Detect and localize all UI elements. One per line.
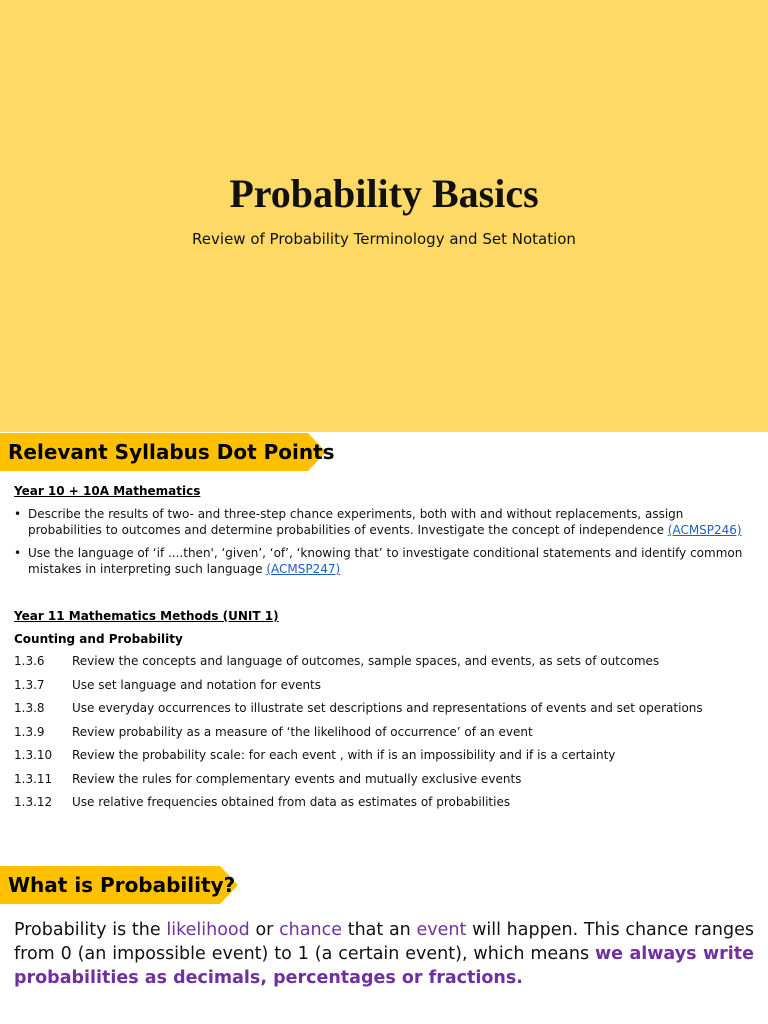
- list-item: [14, 545, 759, 577]
- item-description: Review the probability scale: for each event , with if is an impossibility and if is a certainty: [72, 748, 616, 762]
- item-description: Use everyday occurrences to illustrate set descriptions and representations of events and set operations: [72, 701, 703, 715]
- list-item: [14, 725, 759, 749]
- list-item: [14, 678, 759, 702]
- syllabus-code-link[interactable]: (ACMSP246): [667, 523, 742, 537]
- item-number: 1.3.8: [14, 701, 45, 715]
- what-is-tag-label: What is Probability?: [8, 873, 236, 897]
- page-subtitle: Review of Probability Terminology and Set Notation: [192, 230, 576, 248]
- bullet-text: Describe the results of two- and three-step chance experiments, both with and without replacements, assign probabilities to outcomes and determine probabilities of events. Investigate the concept of independence: [28, 507, 684, 537]
- list-item: [14, 772, 759, 796]
- list-item: [14, 748, 759, 772]
- list-item: [14, 654, 759, 678]
- item-description: Use set language and notation for events: [72, 677, 322, 692]
- item-description: Use relative frequencies obtained from data as estimates of probabilities: [72, 795, 511, 809]
- item-number: 1.3.7: [14, 677, 45, 692]
- item-description: Review the concepts and language of outcomes, sample spaces, and events, as sets of outcomes: [72, 654, 660, 668]
- bullet-icon: •: [14, 546, 22, 560]
- year11-heading: Year 11 Mathematics Methods (UNIT 1): [14, 609, 279, 623]
- bullet-icon: •: [14, 507, 22, 521]
- emphasis-text: we always write probabilities as decimals, percentages or fractions.: [14, 944, 754, 988]
- item-number: 1.3.11: [14, 771, 53, 786]
- list-item: [14, 506, 759, 538]
- keyword-chance: chance: [279, 920, 342, 940]
- keyword-likelihood: likelihood: [166, 920, 250, 940]
- bullet-text: Use the language of ‘if ....then', ‘given’, ‘of’, ‘knowing that’ to investigate conditional statements and identify common mistakes in interpreting such language: [28, 546, 743, 576]
- year10-bullet-list: [14, 506, 759, 584]
- definition-text: or: [249, 920, 280, 940]
- list-item: [14, 701, 759, 725]
- list-item: [14, 795, 759, 819]
- page-title: Probability Basics: [229, 171, 539, 216]
- item-number: 1.3.6: [14, 654, 45, 668]
- syllabus-tag-label: Relevant Syllabus Dot Points: [8, 440, 335, 464]
- what-is-probability-tag: [0, 866, 238, 904]
- year10-heading: Year 10 + 10A Mathematics: [14, 484, 201, 498]
- item-number: 1.3.9: [14, 724, 45, 739]
- item-description: Review probability as a measure of ‘the likelihood of occurrence’ of an event: [72, 724, 533, 739]
- probability-definition: [14, 918, 754, 990]
- item-number: 1.3.12: [14, 795, 53, 809]
- syllabus-code-link[interactable]: (ACMSP247): [266, 562, 341, 576]
- counting-heading: Counting and Probability: [14, 632, 183, 646]
- definition-text: will happen. This chance ranges from 0 (an impossible event) to 1 (a certain event), which means: [14, 920, 754, 964]
- item-description: Review the rules for complementary events and mutually exclusive events: [72, 771, 522, 786]
- syllabus-item-list: [14, 654, 759, 819]
- title-banner: [0, 0, 768, 432]
- item-number: 1.3.10: [14, 748, 53, 762]
- syllabus-section-tag: [0, 433, 335, 471]
- keyword-event: event: [416, 920, 467, 940]
- definition-text: Probability is the: [14, 920, 167, 940]
- definition-text: that an: [341, 920, 417, 940]
